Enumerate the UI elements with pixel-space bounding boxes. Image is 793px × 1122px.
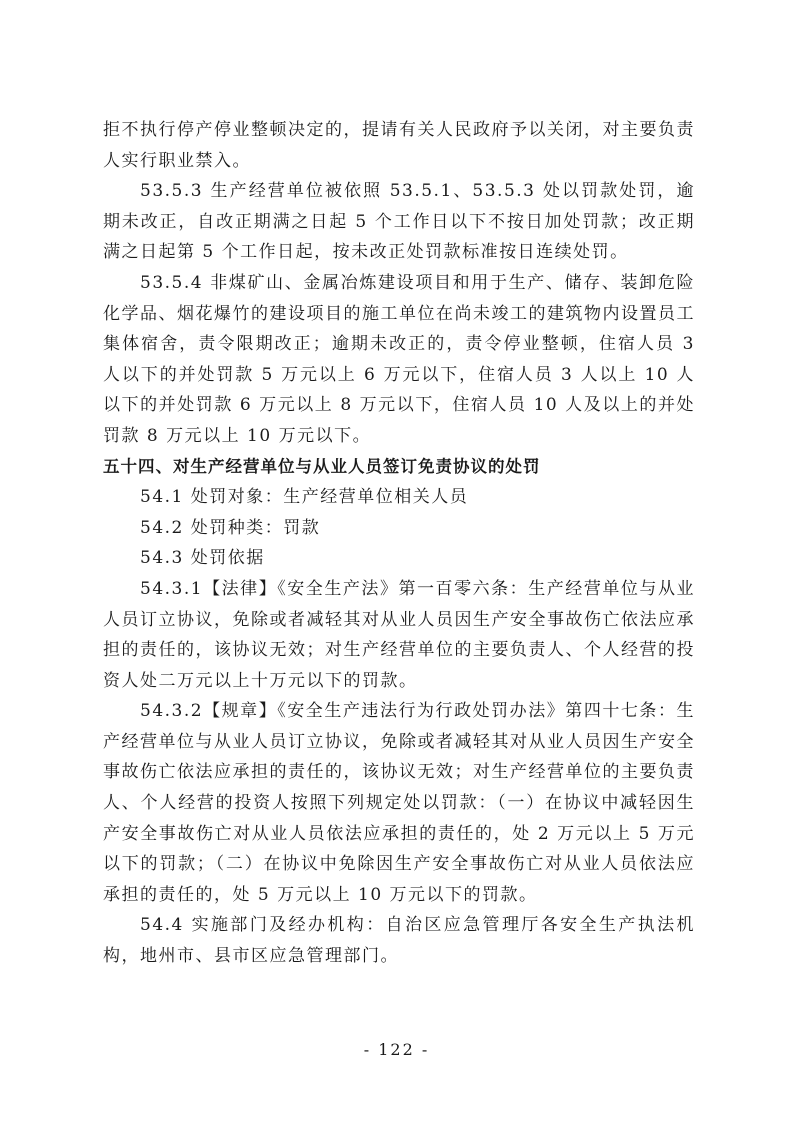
section-heading-54: 五十四、对生产经营单位与从业人员签订免责协议的处罚 bbox=[103, 456, 541, 476]
page-number: - 122 - bbox=[363, 1040, 430, 1059]
page-body bbox=[103, 115, 695, 972]
paragraph-53-5-4: 53.5.4 非煤矿山、金属冶炼建设项目和用于生产、储存、装卸危险化学品、烟花爆竹的建设项目的施工单位在尚未竣工的建筑物内设置员工集体宿舍，责令限期改正；逾期未改正的，责令停业整顿，住宿人员 3 人以下的并处罚款 5 万元以上 6 万元以下，住宿人员 3 人以上 10 人以下的并处罚款 6 万元以上 8 万元以下，住宿人员 10 人及以上的并处罚款 8 万元以上 10 万元以下。 bbox=[103, 272, 695, 446]
paragraph-continuation: 拒不执行停产停业整顿决定的，提请有关人民政府予以关闭，对主要负责人实行职业禁入。 bbox=[103, 120, 695, 171]
paragraph-54-4: 54.4 实施部门及经办机构：自治区应急管理厅各安全生产执法机构，地州市、县市区应急管理部门。 bbox=[103, 915, 695, 967]
paragraph-54-3: 54.3 处罚依据 bbox=[140, 548, 265, 569]
paragraph-53-5-3: 53.5.3 生产经营单位被依照 53.5.1、53.5.3 处以罚款处罚，逾期未改正，自改正期满之日起 5 个工作日以下不按日加处罚款；改正期满之日起第 5 个工作日起，按未改正处罚款标准按日连续处罚。 bbox=[103, 181, 695, 263]
paragraph-54-1: 54.1 处罚对象：生产经营单位相关人员 bbox=[140, 487, 469, 508]
paragraph-54-2: 54.2 处罚种类：罚款 bbox=[140, 517, 321, 538]
paragraph-54-3-2: 54.3.2【规章】《安全生产违法行为行政处罚办法》第四十七条：生产经营单位与从业人员订立协议，免除或者减轻其对从业人员因生产安全事故伤亡依法应承担的责任的，该协议无效；对生产经营单位的主要负责人、个人经营的投资人按照下列规定处以罚款：（一）在协议中减轻因生产安全事故伤亡对从业人员依法应承担的责任的，处 2 万元以上 5 万元以下的罚款；（二）在协议中免除因生产安全事故伤亡对从业人员依法应承担的责任的，处 5 万元以上 10 万元以下的罚款。 bbox=[103, 701, 695, 905]
paragraph-54-3-1: 54.3.1【法律】《安全生产法》第一百零六条：生产经营单位与从业人员订立协议，免除或者减轻其对从业人员因生产安全事故伤亡依法应承担的责任的，该协议无效；对生产经营单位的主要负责人、个人经营的投资人处二万元以上十万元以下的罚款。 bbox=[103, 578, 695, 691]
